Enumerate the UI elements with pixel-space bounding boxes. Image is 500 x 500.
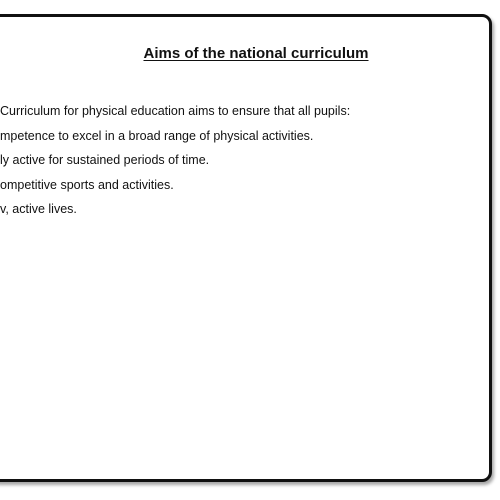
slide-title: Aims of the national curriculum	[143, 45, 369, 62]
slide-frame	[0, 14, 492, 482]
aim-line-3: ompetitive sports and activities.	[0, 177, 174, 192]
slide-body	[0, 99, 500, 222]
aim-line-2: ly active for sustained periods of time.	[0, 153, 210, 168]
intro-text: Curriculum for physical education aims to ensure that all pupils:	[0, 104, 351, 118]
aim-line-4: v, active lives.	[0, 202, 77, 217]
aim-line-1: mpetence to excel in a broad range of physical activities.	[0, 128, 314, 143]
